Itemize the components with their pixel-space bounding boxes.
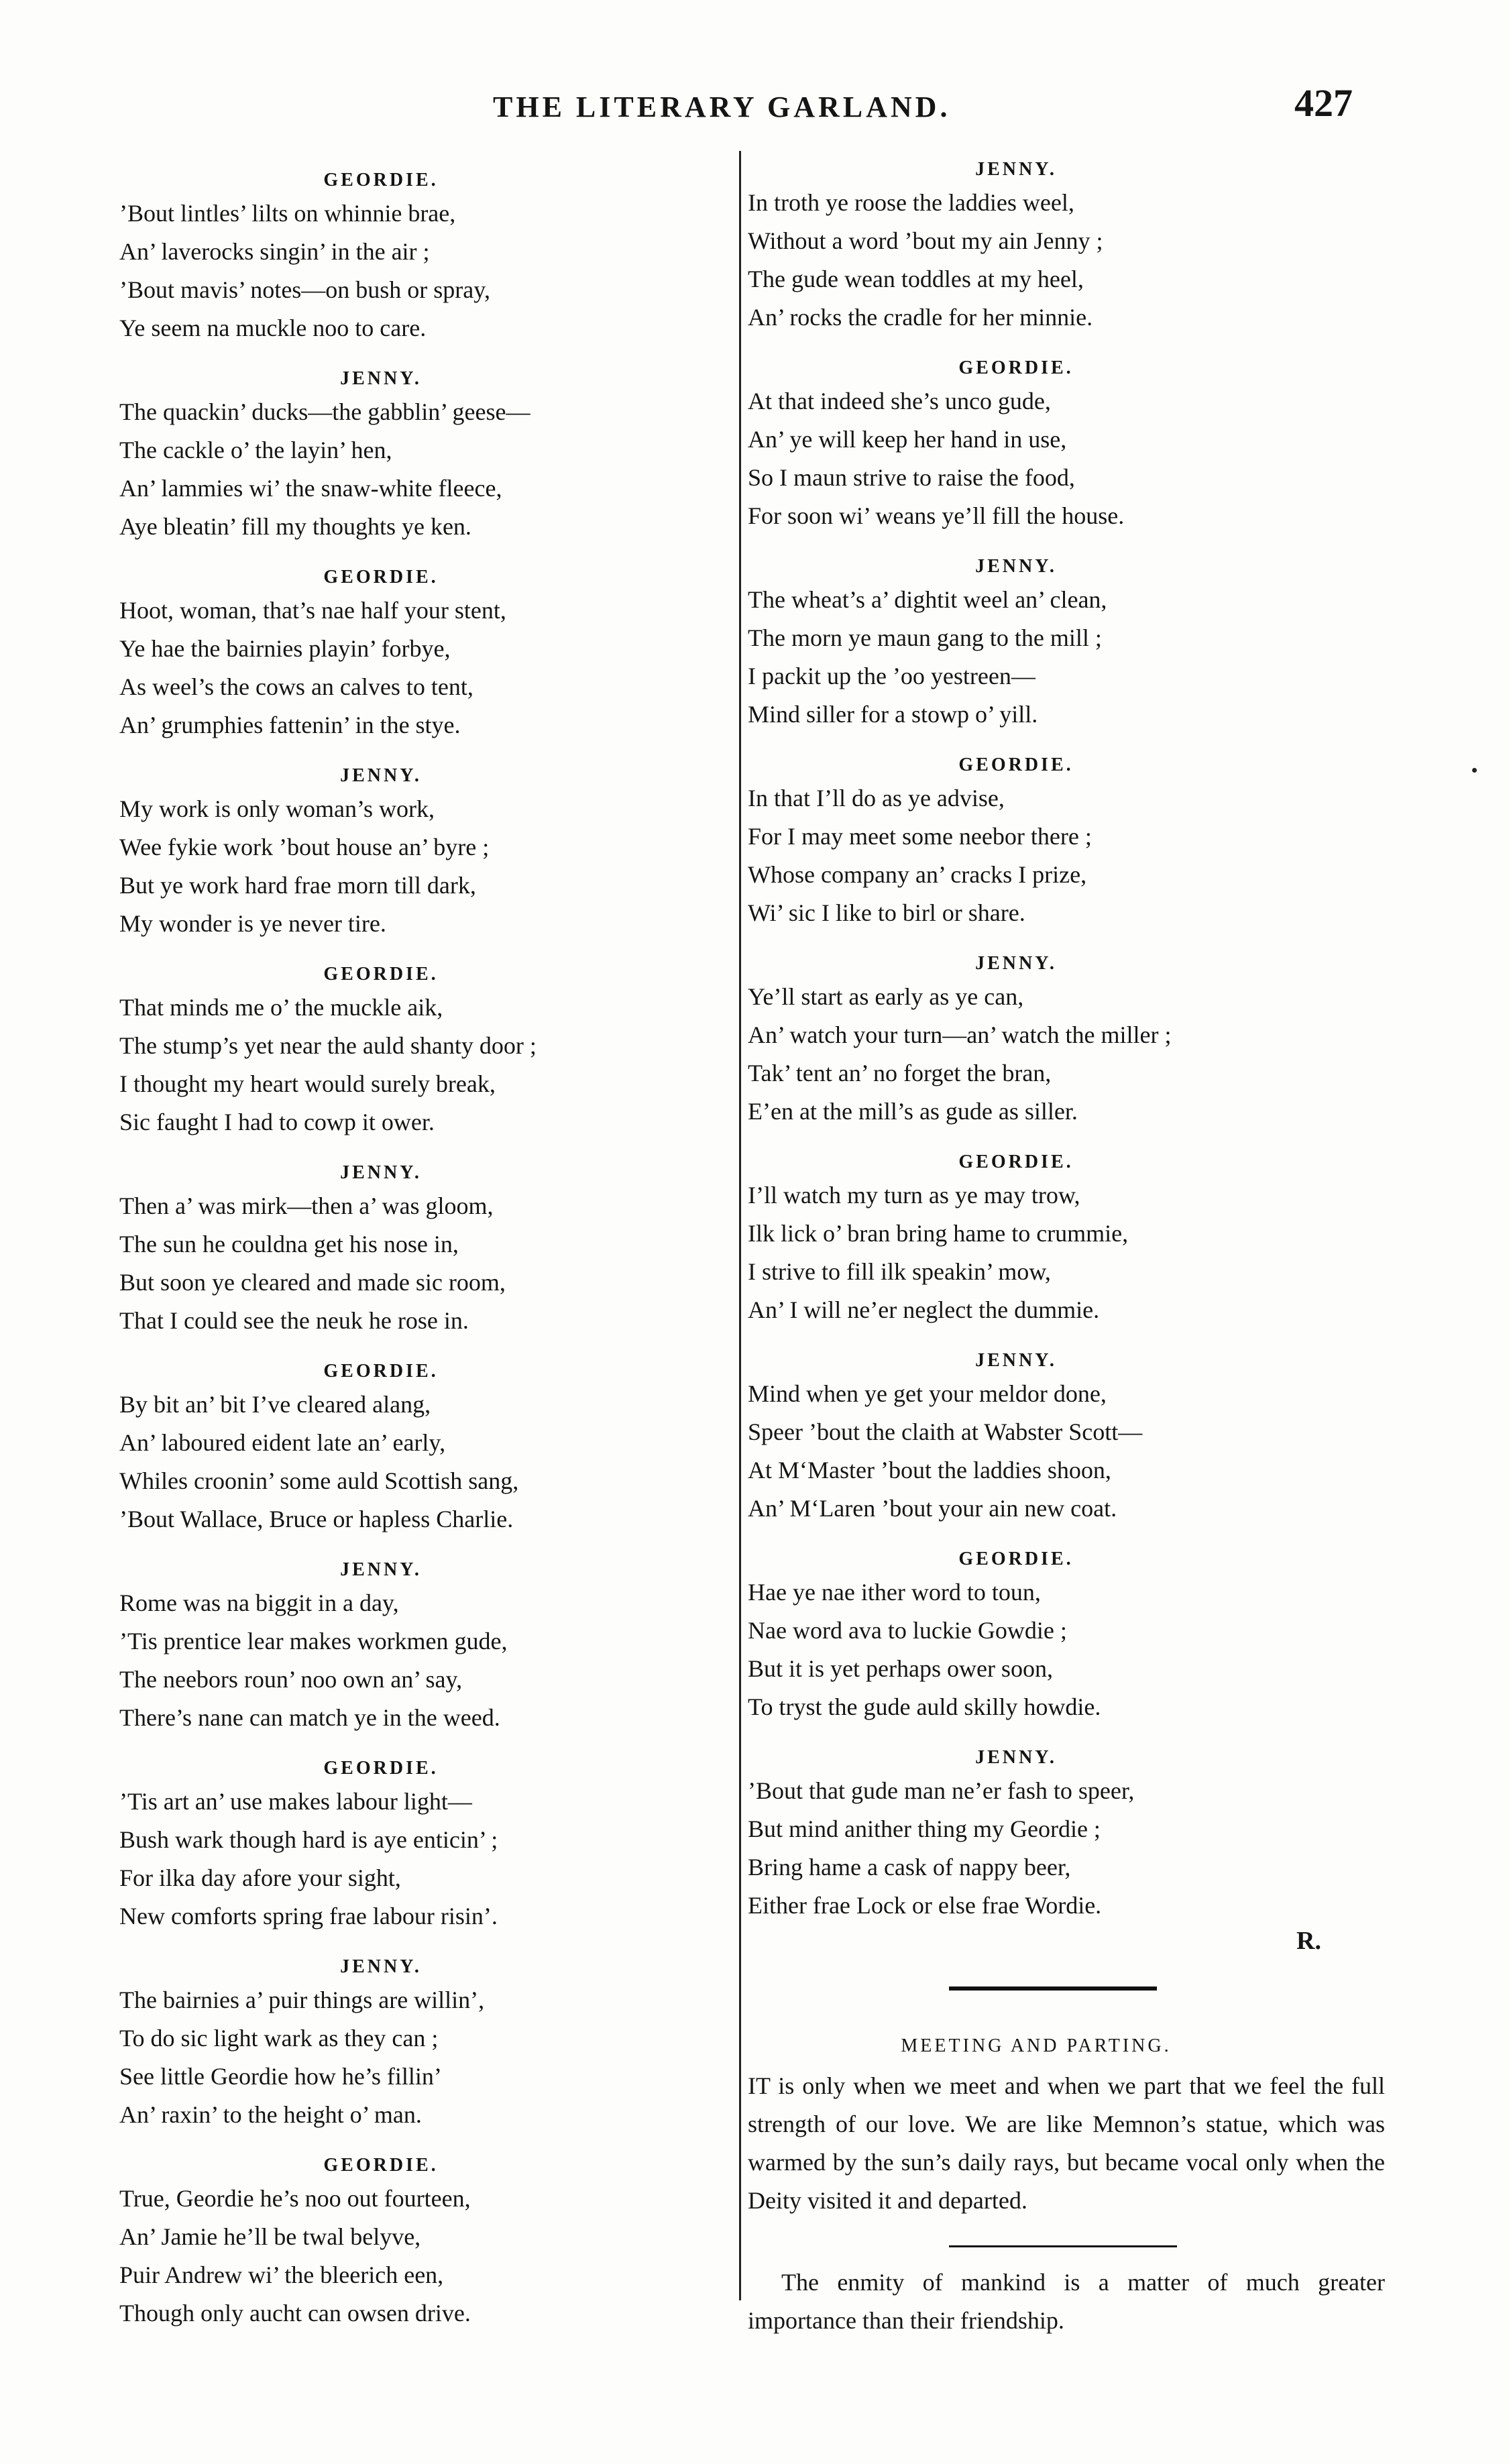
speaker-name: GEORDIE. [323,964,439,985]
verse-line: Then a’ was mirk—then a’ was gloom, [119,1192,494,1219]
verse-line: The morn ye maun gang to the mill ; [748,624,1102,651]
stanza [119,1953,656,2134]
verse-line: Tak’ tent an’ no forget the bran, [748,1060,1052,1086]
verse-line: An’ raxin’ to the height o’ man. [119,2101,422,2128]
left-column [119,166,656,2350]
verse-line: For I may meet some neebor there ; [748,823,1092,850]
verse-line: The sun he couldna get his nose in, [119,1231,459,1257]
verse-line: Whose company an’ cracks I prize, [748,861,1087,888]
ink-speck [1472,768,1477,773]
verse-line: Wee fykie work ’bout house an’ byre ; [119,834,490,860]
verse-line: Ilk lick o’ bran bring hame to crummie, [748,1220,1129,1247]
speaker-name: JENNY. [975,159,1057,180]
verse-line: Mind when ye get your meldor done, [748,1380,1107,1407]
closing-paragraph: The enmity of mankind is a matter of much greater importance than their friendship. [748,2269,1385,2334]
stanza [119,1556,656,1737]
verse-line: See little Geordie how he’s fillin’ [119,2063,442,2090]
stanza [748,950,1392,1131]
article-title: MEETING AND PARTING. [901,2035,1172,2056]
stanza [748,1148,1392,1329]
verse-line: An’ laboured eident late an’ early, [119,1429,446,1456]
verse-line: I packit up the ’oo yestreen— [748,663,1036,689]
page-header [0,80,1509,134]
verse-line: New comforts spring frae labour risin’. [119,1903,498,1929]
verse-line: An’ I will ne’er neglect the dummie. [748,1296,1100,1323]
speaker-name: JENNY. [340,1956,422,1977]
stanza [748,156,1392,337]
stanza [119,2151,656,2333]
stanza [748,354,1392,535]
verse-line: An’ lammies wi’ the snaw-white fleece, [119,475,502,502]
stanza [748,751,1392,932]
verse-line: An’ watch your turn—an’ watch the miller ; [748,1021,1172,1048]
verse-line: There’s nane can match ye in the weed. [119,1704,500,1731]
verse-line: But ye work hard frae morn till dark, [119,872,476,899]
verse-line: E’en at the mill’s as gude as siller. [748,1098,1078,1125]
verse-line: ’Bout mavis’ notes—on bush or spray, [119,276,490,303]
verse-line: But soon ye cleared and made sic room, [119,1269,506,1296]
verse-line: Aye bleatin’ fill my thoughts ye ken. [119,513,471,540]
verse-line: Puir Andrew wi’ the bleerich een, [119,2261,444,2288]
verse-line: The wheat’s a’ dightit weel an’ clean, [748,586,1107,613]
verse-line: An’ ye will keep her hand in use, [748,426,1067,453]
stanza [119,960,656,1141]
verse-line: Hae ye nae ither word to toun, [748,1579,1041,1606]
speaker-name: GEORDIE. [323,1361,439,1382]
verse-line: An’ M‘Laren ’bout your ain new coat. [748,1495,1117,1522]
verse-line: Rome was na biggit in a day, [119,1589,399,1616]
verse-line: The quackin’ ducks—the gabblin’ geese— [119,398,530,425]
verse-line: But it is yet perhaps ower soon, [748,1655,1053,1682]
column-divider [739,151,741,2300]
speaker-name: JENNY. [975,1747,1057,1768]
verse-line: ’Bout that gude man ne’er fash to speer, [748,1777,1135,1804]
speaker-name: JENNY. [340,368,422,389]
section-divider [949,1986,1157,1991]
poem-signature: R. [1296,1927,1321,1955]
running-title: THE LITERARY GARLAND. [493,91,951,123]
speaker-name: GEORDIE. [323,1758,439,1779]
verse-line: Nae word ava to luckie Gowdie ; [748,1617,1067,1644]
stanza [119,762,656,943]
stanza [748,1347,1392,1528]
verse-line: ’Tis art an’ use makes labour light— [119,1788,472,1815]
verse-line: Speer ’bout the claith at Wabster Scott— [748,1418,1143,1445]
verse-line: True, Geordie he’s noo out fourteen, [119,2185,471,2212]
verse-line: An’ laverocks singin’ in the air ; [119,238,430,265]
verse-line: That I could see the neuk he rose in. [119,1307,469,1334]
speaker-name: JENNY. [975,953,1057,974]
speaker-name: GEORDIE. [323,170,439,190]
stanza [119,1357,656,1538]
verse-line: The cackle o’ the layin’ hen, [119,437,392,463]
stanza [119,1754,656,1936]
right-column-poem [748,156,1392,1925]
verse-line: Mind siller for a stowp o’ yill. [748,701,1038,728]
verse-line: Without a word ’bout my ain Jenny ; [748,227,1103,254]
verse-line: Ye hae the bairnies playin’ forbye, [119,635,451,662]
speaker-name: GEORDIE. [958,1152,1074,1172]
verse-line: My wonder is ye never tire. [119,910,386,937]
stanza [119,166,656,347]
stanza [119,365,656,546]
verse-line: ’Bout lintles’ lilts on whinnie brae, [119,200,456,227]
paragraph-divider [949,2245,1177,2247]
verse-line: ’Bout Wallace, Bruce or hapless Charlie. [119,1506,514,1532]
verse-line: I thought my heart would surely break, [119,1070,496,1097]
verse-line: To do sic light wark as they can ; [119,2025,439,2052]
verse-line: Sic faught I had to cowp it ower. [119,1109,435,1135]
stanza [119,563,656,744]
verse-line: That minds me o’ the muckle aik, [119,994,443,1021]
verse-line: I strive to fill ilk speakin’ mow, [748,1258,1051,1285]
verse-line: Ye’ll start as early as ye can, [748,983,1024,1010]
verse-line: The bairnies a’ puir things are willin’, [119,1986,485,2013]
verse-line: For ilka day afore your sight, [119,1864,401,1891]
verse-line: To tryst the gude auld skilly howdie. [748,1693,1101,1720]
speaker-name: JENNY. [975,1350,1057,1371]
verse-line: An’ rocks the cradle for her minnie. [748,304,1093,331]
verse-line: By bit an’ bit I’ve cleared alang, [119,1391,431,1418]
verse-line: Whiles croonin’ some auld Scottish sang, [119,1467,519,1494]
right-column [748,156,1392,2340]
verse-line: As weel’s the cows an calves to tent, [119,673,473,700]
verse-line: An’ Jamie he’ll be twal belyve, [119,2223,421,2250]
speaker-name: JENNY. [340,1559,422,1580]
verse-line: But mind anither thing my Geordie ; [748,1815,1101,1842]
stanza [748,553,1392,734]
verse-line: At that indeed she’s unco gude, [748,388,1051,414]
verse-line: Though only aucht can owsen drive. [119,2300,471,2327]
verse-line: Ye seem na muckle noo to care. [119,315,427,341]
verse-line: ’Tis prentice lear makes workmen gude, [119,1628,508,1655]
verse-line: The stump’s yet near the auld shanty door ; [119,1032,537,1059]
verse-line: At M‘Master ’bout the laddies shoon, [748,1457,1111,1483]
speaker-name: JENNY. [340,765,422,786]
stanza [748,1744,1392,1925]
speaker-name: GEORDIE. [323,567,439,587]
verse-line: I’ll watch my turn as ye may trow, [748,1182,1080,1209]
verse-line: Either frae Lock or else frae Wordie. [748,1892,1102,1919]
verse-line: Bring hame a cask of nappy beer, [748,1854,1071,1881]
article-paragraph: IT is only when we meet and when we part that we feel the full strength of our love. We are like Memnon’s statue, which was warmed by the sun’s daily rays, but became vocal only when the Deity visited it and departed. [748,2072,1385,2214]
verse-line: For soon wi’ weans ye’ll fill the house. [748,502,1125,529]
verse-line: So I maun strive to raise the food, [748,464,1075,491]
speaker-name: GEORDIE. [958,754,1074,775]
verse-line: Wi’ sic I like to birl or share. [748,899,1025,926]
verse-line: The gude wean toddles at my heel, [748,266,1084,292]
verse-line: An’ grumphies fattenin’ in the stye. [119,712,461,738]
page-number: 427 [1294,81,1353,125]
stanza [748,1545,1392,1726]
verse-line: In troth ye roose the laddies weel, [748,189,1074,216]
verse-line: My work is only woman’s work, [119,795,435,822]
verse-line: In that I’ll do as ye advise, [748,785,1005,811]
verse-line: Hoot, woman, that’s nae half your stent, [119,597,506,624]
verse-line: Bush wark though hard is aye enticin’ ; [119,1826,498,1853]
stanza [119,1159,656,1340]
speaker-name: GEORDIE. [958,357,1074,378]
speaker-name: JENNY. [340,1162,422,1183]
speaker-name: GEORDIE. [958,1549,1074,1569]
speaker-name: JENNY. [975,556,1057,577]
speaker-name: GEORDIE. [323,2155,439,2176]
verse-line: The neebors roun’ noo own an’ say, [119,1666,463,1693]
